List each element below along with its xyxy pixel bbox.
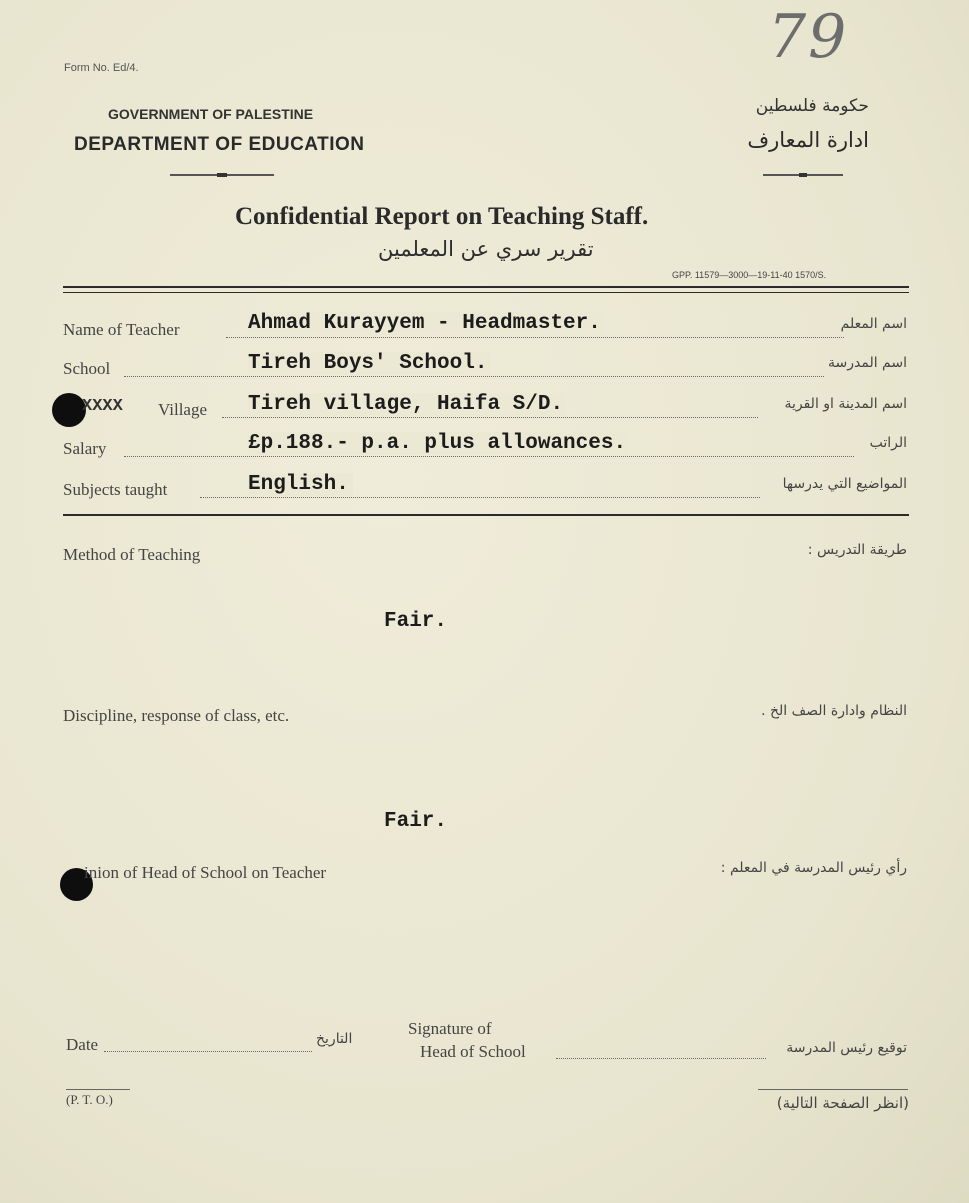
discipline-label: Discipline, response of class, etc. (63, 706, 290, 725)
village-label: Village (158, 400, 208, 419)
pto-label: (P. T. O.) (66, 1092, 113, 1107)
pto-label-arabic: (انظر الصفحة التالية) (776, 1094, 909, 1112)
date-label: Date (66, 1035, 99, 1054)
school-line (124, 376, 824, 377)
village-value: Tireh village, Haifa S/D. (248, 393, 567, 416)
salary-label: Salary (63, 439, 107, 458)
teacher-name-label: Name of Teacher (63, 320, 180, 339)
school-label: School (63, 359, 111, 378)
header-divider-left (170, 174, 274, 176)
salary-label-arabic: الراتب (869, 435, 907, 451)
teacher-name-value: Ahmad Kurayyem - Headmaster. (248, 312, 605, 335)
top-rule-thin (63, 292, 909, 293)
form-number: Form No. Ed/4. (64, 62, 139, 74)
fields-bottom-rule (63, 514, 909, 516)
department-heading-arabic: ادارة المعارف (747, 128, 869, 152)
method-of-teaching-label-arabic: طريقة التدريس : (807, 542, 907, 558)
method-of-teaching-label: Method of Teaching (63, 545, 201, 564)
subjects-value: English. (248, 473, 353, 496)
subjects-label: Subjects taught (63, 480, 168, 499)
head-opinion-label-arabic: رأي رئيس المدرسة في المعلم : (720, 860, 907, 876)
signature-label-line2: Head of School (420, 1042, 526, 1061)
subjects-line (200, 497, 760, 498)
head-opinion-label: inion of Head of School on Teacher (84, 863, 327, 882)
government-heading: GOVERNMENT OF PALESTINE (108, 106, 314, 122)
print-code: GPP. 11579—3000—19-11-40 1570/S. (672, 270, 827, 280)
handwritten-page-number: 79 (768, 2, 849, 72)
pto-arabic-overline (758, 1089, 908, 1090)
date-label-arabic: التاريخ (316, 1031, 353, 1047)
pto-overline (66, 1089, 130, 1090)
report-title-arabic: تقرير سري عن المعلمين (378, 237, 594, 261)
village-label-arabic: اسم المدينة او القرية (784, 396, 907, 412)
subjects-label-arabic: المواضيع التي يدرسها (782, 476, 907, 492)
teacher-name-line (226, 337, 844, 338)
signature-line (556, 1058, 766, 1059)
date-line (104, 1051, 312, 1052)
discipline-value: Fair. (384, 810, 448, 833)
school-label-arabic: اسم المدرسة (828, 355, 907, 371)
signature-label-arabic: توقيع رئيس المدرسة (786, 1040, 907, 1056)
government-heading-arabic: حكومة فلسطين (755, 96, 869, 116)
redaction-dot-top (52, 393, 86, 427)
school-value: Tireh Boys' School. (248, 352, 491, 375)
salary-value: £p.188.- p.a. plus allowances. (248, 432, 630, 455)
teacher-name-label-arabic: اسم المعلم (840, 316, 907, 332)
signature-label-line1: Signature of (408, 1019, 492, 1038)
header-divider-right (763, 174, 843, 176)
village-line (222, 417, 758, 418)
top-rule (63, 286, 909, 288)
salary-line (124, 456, 854, 457)
report-title: Confidential Report on Teaching Staff. (235, 203, 649, 230)
discipline-label-arabic: النظام وادارة الصف الخ . (761, 703, 907, 719)
department-heading: DEPARTMENT OF EDUCATION (74, 134, 365, 155)
struck-out-text: XXXX (82, 397, 123, 416)
method-of-teaching-value: Fair. (384, 610, 448, 633)
